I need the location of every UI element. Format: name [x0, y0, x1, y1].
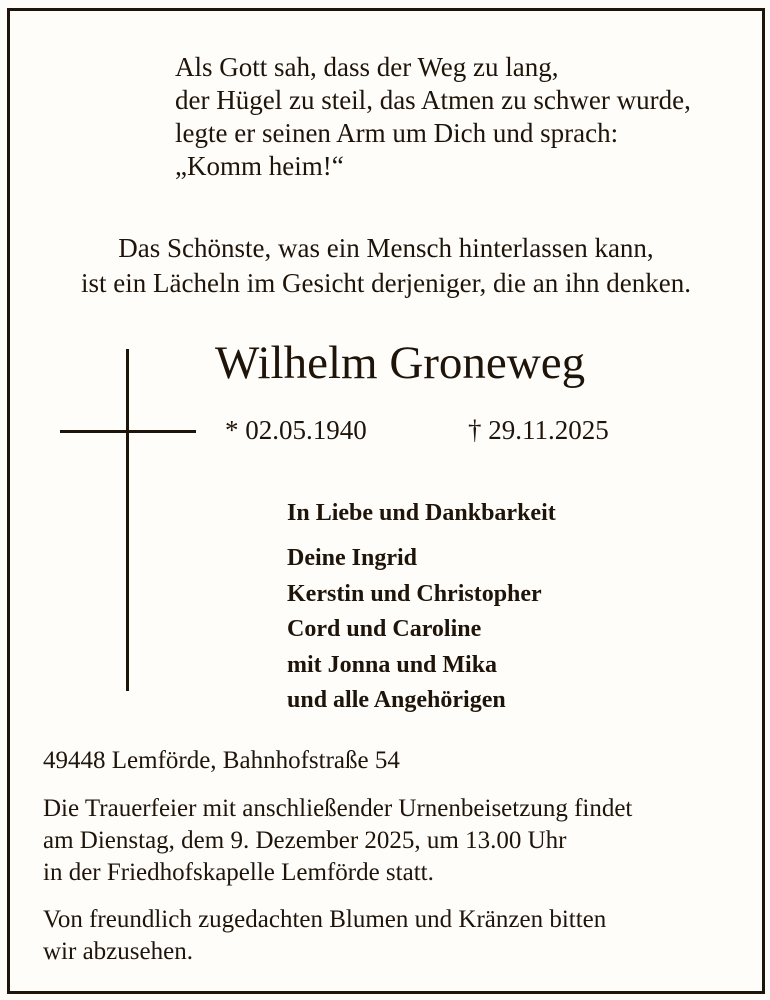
birth-date: * 02.05.1940 [225, 415, 367, 445]
obituary-frame [7, 8, 765, 994]
poem-line: legte er seinen Arm um Dich und sprach: [175, 118, 619, 148]
memorial-quote [10, 231, 762, 301]
cross-icon-horizontal [60, 430, 196, 433]
flowers-line: Von freundlich zugedachten Blumen und Kränzen bitten [43, 906, 607, 933]
mourner-name: mit Jonna und Mika [287, 651, 498, 678]
mourners-list [287, 541, 542, 719]
cross-icon-vertical [126, 349, 129, 691]
poem [175, 51, 691, 183]
funeral-line: in der Friedhofskapelle Lemförde statt. [43, 859, 434, 886]
death-date: † 29.11.2025 [468, 415, 609, 445]
quote-line: ist ein Lächeln im Gesicht derjeniger, die an ihn denken. [81, 268, 691, 298]
quote-line: Das Schönste, was ein Mensch hinterlassen kann, [118, 233, 654, 263]
mourner-name: Kerstin und Christopher [287, 580, 542, 607]
funeral-line: Die Trauerfeier mit anschließender Urnenbeisetzung findet [43, 795, 633, 822]
mourner-name: und alle Angehörigen [287, 687, 506, 713]
flowers-notice [43, 904, 606, 968]
funeral-line: am Dienstag, dem 9. Dezember 2025, um 13.00 Uhr [43, 827, 567, 854]
poem-line: der Hügel zu steil, das Atmen zu schwer wurde, [175, 85, 691, 115]
mourner-name: Deine Ingrid [287, 545, 418, 571]
funeral-notice [43, 793, 632, 889]
deceased-name: Wilhelm Groneweg [215, 337, 586, 389]
mourner-name: Cord und Caroline [287, 616, 482, 642]
flowers-line: wir abzusehen. [43, 938, 193, 965]
address: 49448 Lemförde, Bahnhofstraße 54 [43, 747, 400, 774]
poem-line: „Komm heim!“ [175, 151, 344, 181]
mourners-heading: In Liebe und Dankbarkeit [287, 500, 556, 526]
poem-line: Als Gott sah, dass der Weg zu lang, [175, 52, 559, 82]
